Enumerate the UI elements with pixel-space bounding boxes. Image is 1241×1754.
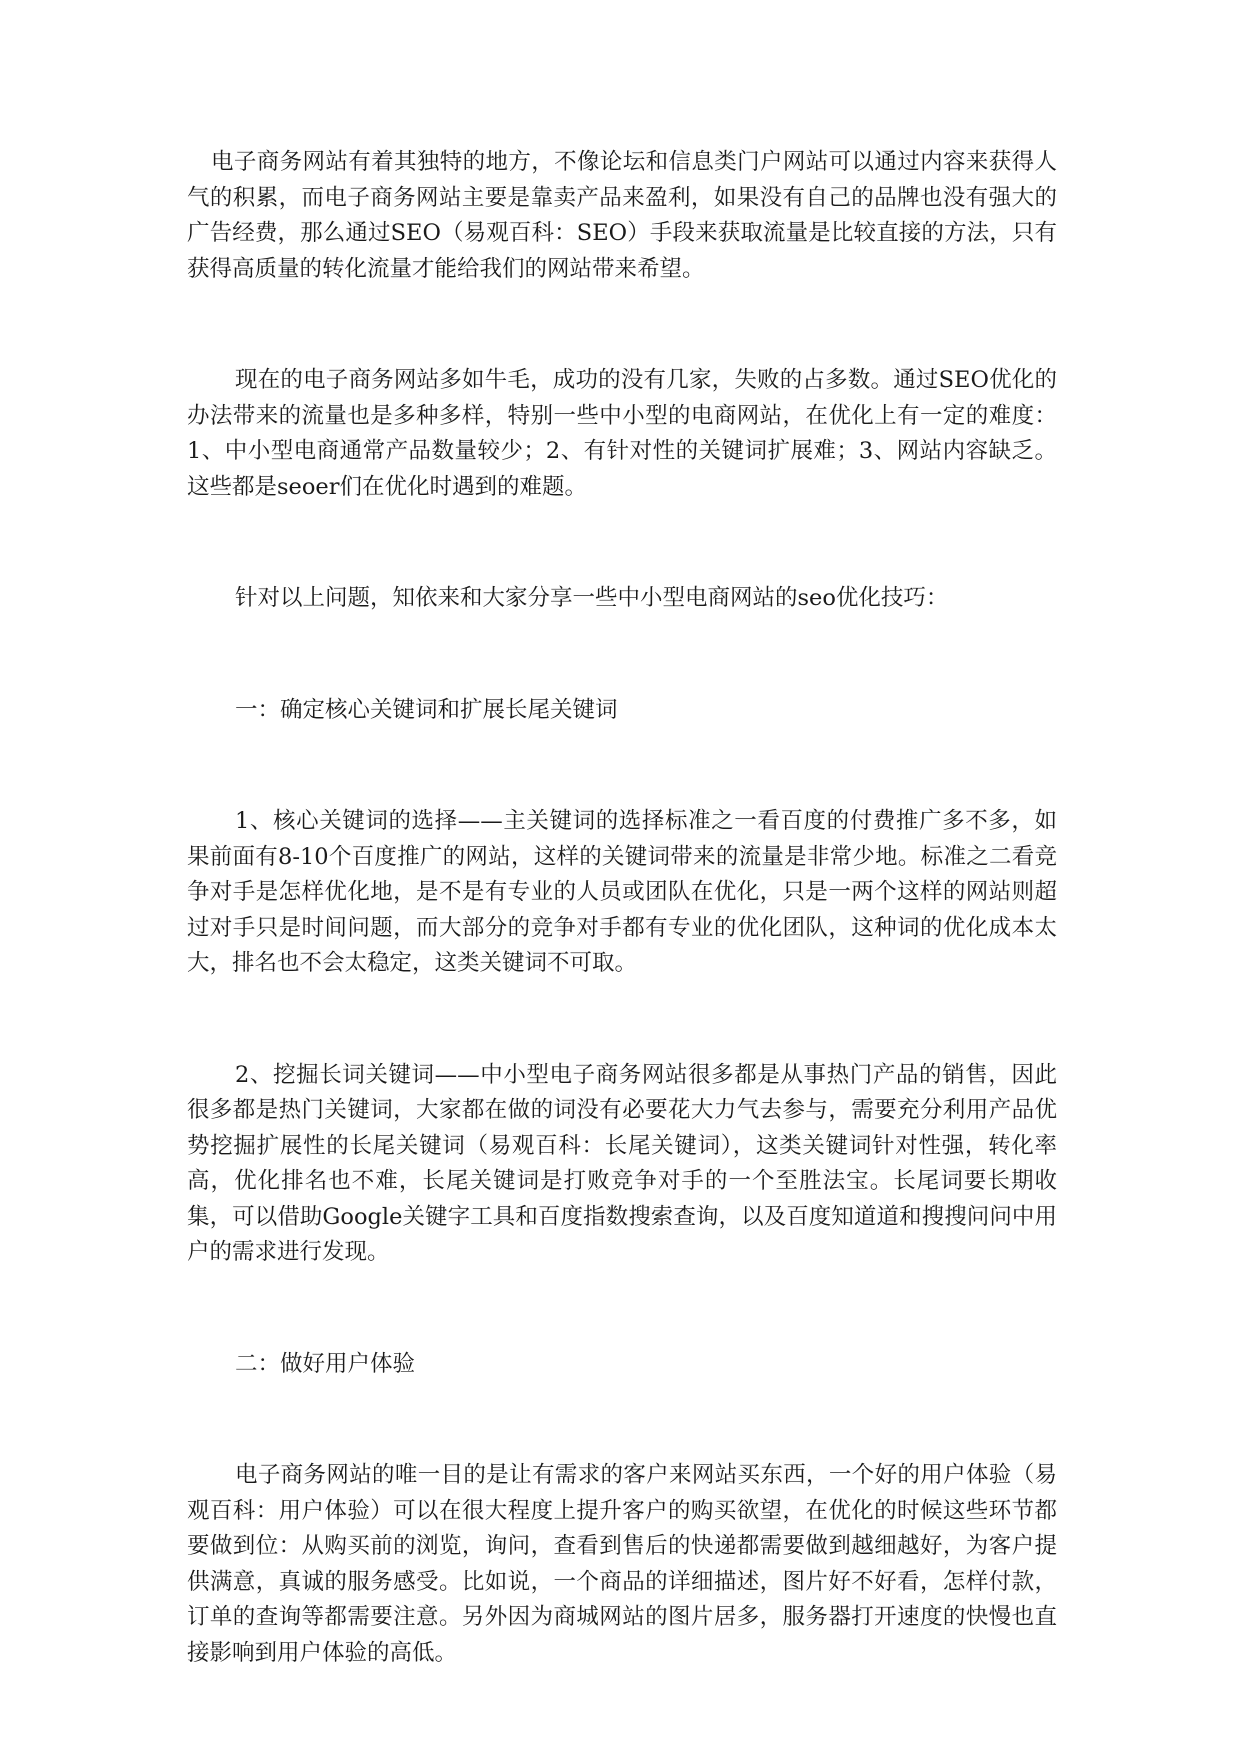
paragraph-current-status: 现在的电子商务网站多如牛毛，成功的没有几家，失败的占多数。通过SEO优化的办法带来的流量也是多种多样，特别一些中小型的电商网站，在优化上有一定的难度：1、中小型电商通常产品数量较少；2、有针对性的关键词扩展难；3、网站内容缺乏。这些都是seoer们在优化时遇到的难题。 — [187, 367, 1057, 500]
document-body — [187, 145, 1057, 1747]
section-heading-user-experience: 二：做好用户体验 — [235, 1350, 416, 1377]
paragraph-long-tail-keywords: 2、挖掘长词关键词——中小型电子商务网站很多都是从事热门产品的销售，因此很多都是热门关键词，大家都在做的词没有必要花大力气去参与，需要充分利用产品优势挖掘扩展性的长尾关键词（易观百科：长尾关键词），这类关键词针对性强，转化率高，优化排名也不难，长尾关键词是打败竞争对手的一个至胜法宝。长尾词要长期收集，可以借助Google关键字工具和百度指数搜索查询，以及百度知道道和搜搜问问中用户的需求进行发现。 — [187, 1061, 1057, 1265]
paragraph-tips-intro: 针对以上问题，知依来和大家分享一些中小型电商网站的seo优化技巧： — [235, 585, 949, 611]
section-heading-keywords: 一：确定核心关键词和扩展长尾关键词 — [235, 696, 618, 723]
paragraph-intro: 电子商务网站有着其独特的地方，不像论坛和信息类门户网站可以通过内容来获得人气的积累，而电子商务网站主要是靠卖产品来盈利，如果没有自己的品牌也没有强大的广告经费，那么通过SEO（易观百科：SEO）手段来获取流量是比较直接的方法，只有获得高质量的转化流量才能给我们的网站带来希望。 — [187, 149, 1057, 282]
paragraph-user-experience: 电子商务网站的唯一目的是让有需求的客户来网站买东西，一个好的用户体验（易观百科：用户体验）可以在很大程度上提升客户的购买欲望，在优化的时候这些环节都要做到位：从购买前的浏览，询问，查看到售后的快递都需要做到越细越好，为客户提供满意，真诚的服务感受。比如说，一个商品的详细描述，图片好不好看，怎样付款，订单的查询等都需要注意。另外因为商城网站的图片居多，服务器打开速度的快慢也直接影响到用户体验的高低。 — [187, 1462, 1057, 1666]
paragraph-core-keywords: 1、核心关键词的选择——主关键词的选择标准之一看百度的付费推广多不多，如果前面有8-10个百度推广的网站，这样的关键词带来的流量是非常少地。标准之二看竞争对手是怎样优化地，是不是有专业的人员或团队在优化，只是一两个这样的网站则超过对手只是时间问题，而大部分的竞争对手都有专业的优化团队，这种词的优化成本太大，排名也不会太稳定，这类关键词不可取。 — [187, 808, 1057, 976]
